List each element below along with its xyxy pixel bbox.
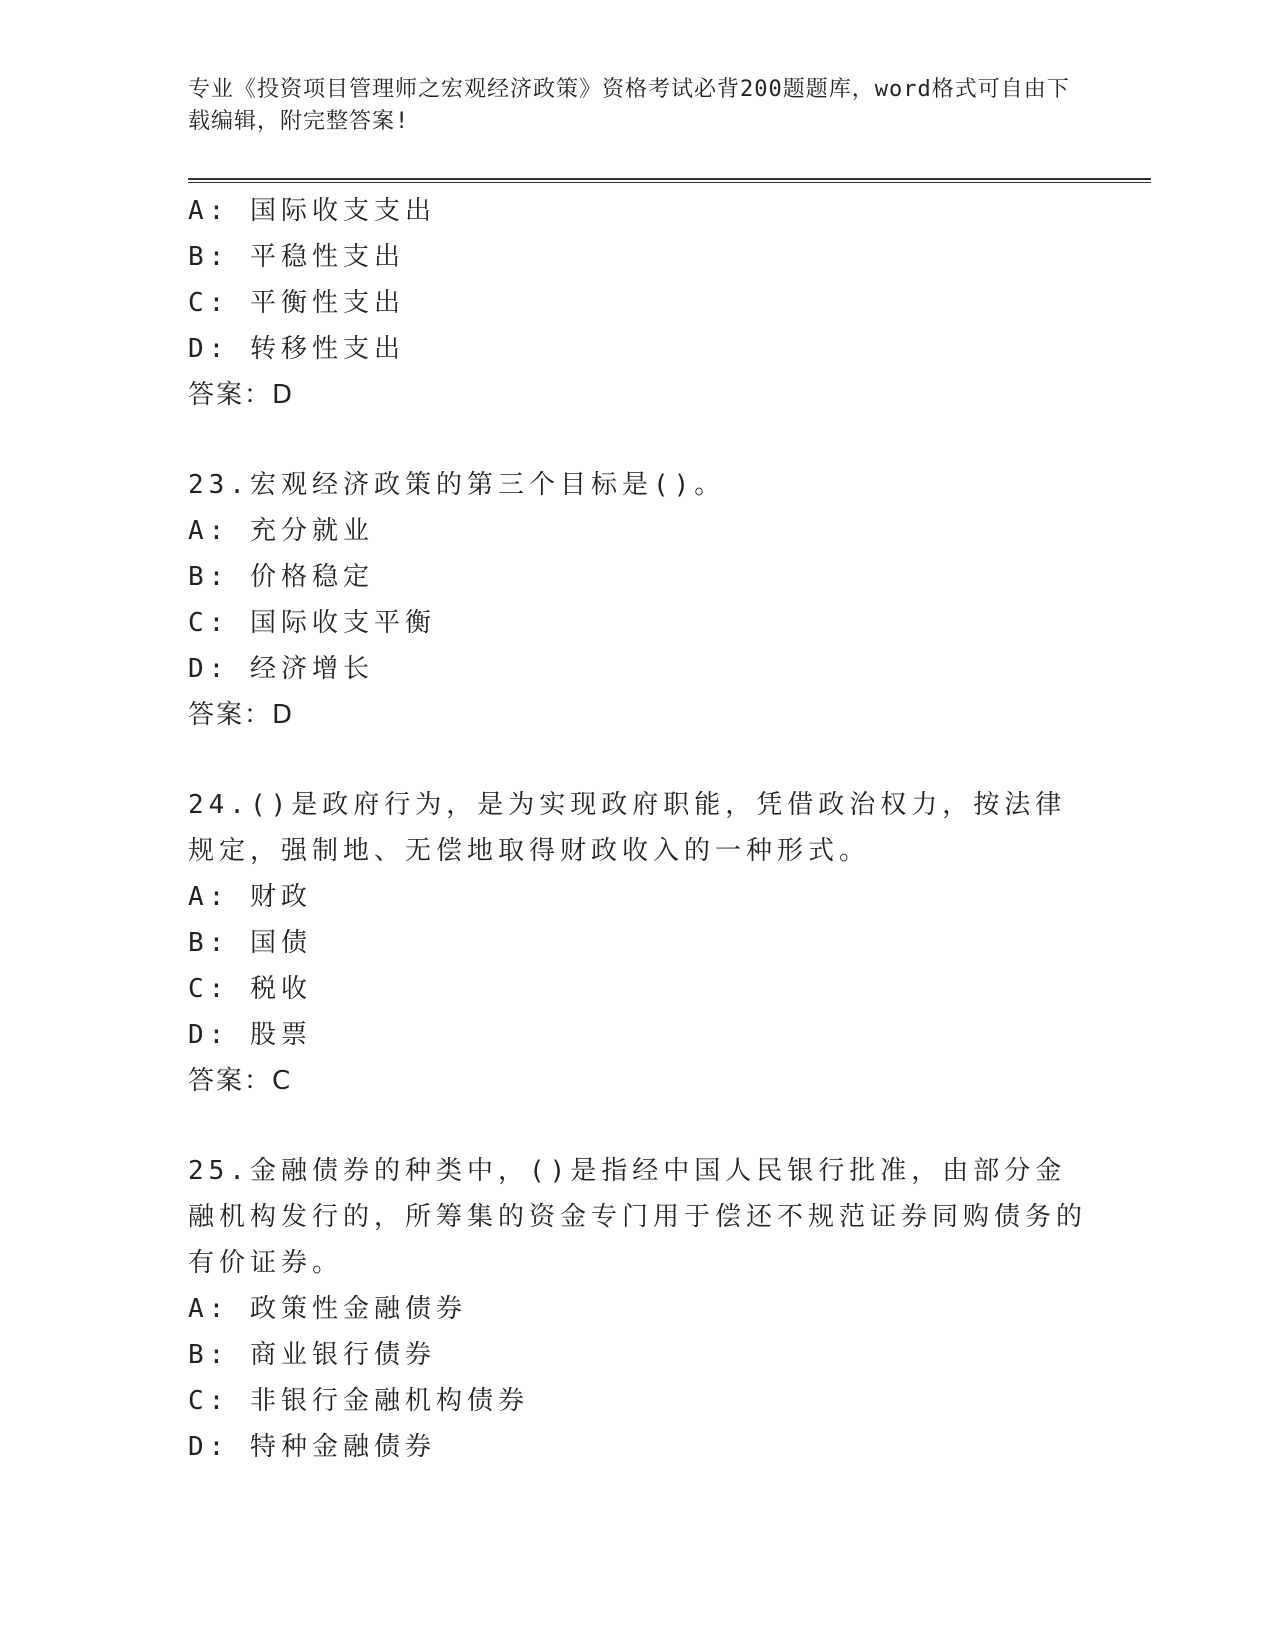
option-a: A: 政策性金融债券 bbox=[188, 1294, 467, 1324]
header-divider bbox=[188, 178, 1151, 183]
question-text: 23.宏观经济政策的第三个目标是()。 bbox=[188, 470, 726, 500]
option-d: D: 特种金融债券 bbox=[188, 1432, 436, 1462]
answer-line: 答案：D bbox=[188, 380, 295, 410]
option-c: C: 国际收支平衡 bbox=[188, 608, 436, 638]
question-block-24 bbox=[188, 782, 1088, 1104]
option-a: A: 充分就业 bbox=[188, 516, 374, 546]
option-b: B: 价格稳定 bbox=[188, 562, 374, 592]
option-c: C: 非银行金融机构债券 bbox=[188, 1386, 529, 1416]
question-text: 25.金融债券的种类中，()是指经中国人民银行批准，由部分金融机构发行的，所筹集的资金专门用于偿还不规范证券同购债务的有价证券。 bbox=[188, 1156, 1088, 1278]
question-block-25 bbox=[188, 1148, 1088, 1470]
option-c: C: 税收 bbox=[188, 974, 312, 1004]
document-header: 专业《投资项目管理师之宏观经济政策》资格考试必背200题题库，word格式可自由下载编辑，附完整答案! bbox=[188, 77, 1070, 134]
option-c: C: 平衡性支出 bbox=[188, 288, 405, 318]
option-d: D: 转移性支出 bbox=[188, 334, 405, 364]
answer-line: 答案：C bbox=[188, 1066, 293, 1096]
option-a: A: 财政 bbox=[188, 882, 312, 912]
question-block-22 bbox=[188, 188, 1088, 418]
question-text: 24.()是政府行为，是为实现政府职能，凭借政治权力，按法律规定，强制地、无偿地取得财政收入的一种形式。 bbox=[188, 790, 1067, 866]
option-d: D: 股票 bbox=[188, 1020, 312, 1050]
option-b: B: 商业银行债券 bbox=[188, 1340, 436, 1370]
option-d: D: 经济增长 bbox=[188, 654, 374, 684]
option-b: B: 平稳性支出 bbox=[188, 242, 405, 272]
option-a: A: 国际收支支出 bbox=[188, 196, 436, 226]
answer-line: 答案：D bbox=[188, 700, 295, 730]
option-b: B: 国债 bbox=[188, 928, 312, 958]
question-block-23 bbox=[188, 462, 1088, 738]
question-list bbox=[188, 188, 1088, 1470]
